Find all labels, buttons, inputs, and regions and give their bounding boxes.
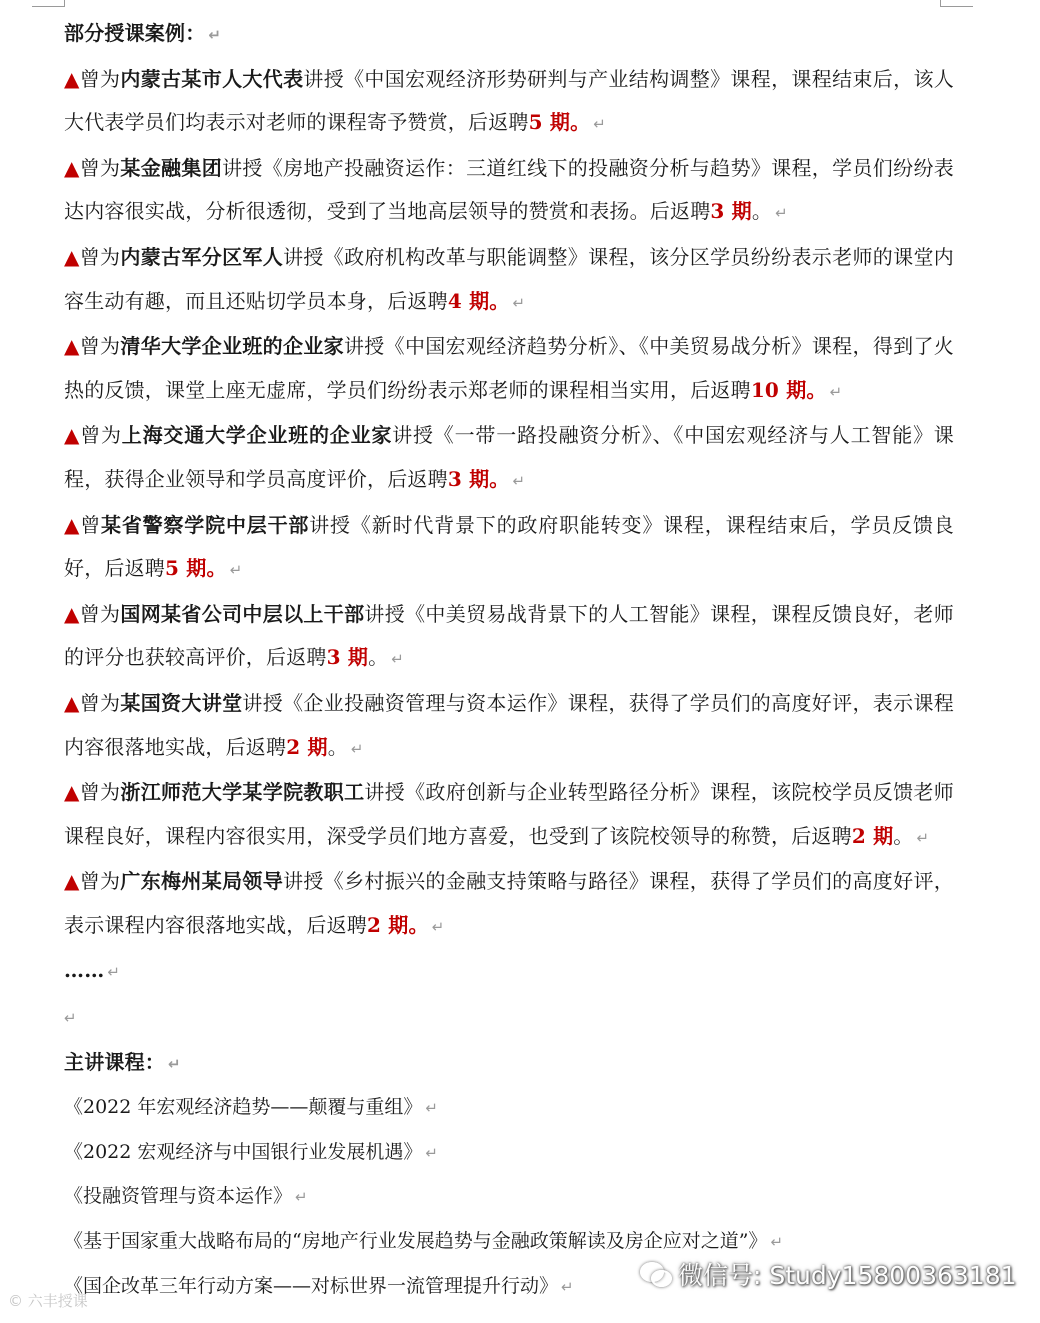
paragraph-mark: ↵: [208, 26, 222, 44]
paragraph-mark: ↵: [350, 739, 364, 758]
course-item: [64, 1086, 954, 1131]
paragraph-mark: ↵: [295, 1188, 308, 1207]
case-item: [64, 682, 954, 771]
paragraph-mark: ↵: [512, 293, 526, 312]
cases-heading-text: 部分授课案例：: [64, 21, 206, 45]
marker-icon: ▲: [64, 334, 80, 359]
ellipsis-text: ……: [64, 958, 105, 983]
case-item: [64, 860, 954, 949]
case-tail: 。: [368, 645, 389, 670]
case-rehire-count: 5 期。: [528, 110, 591, 135]
case-tail: 。: [327, 734, 348, 759]
case-item: [64, 325, 954, 414]
case-organization: 清华大学企业班的企业家: [120, 334, 344, 359]
paragraph-mark: ↵: [512, 471, 526, 490]
crop-mark-right: [940, 0, 973, 7]
case-organization: 内蒙古军分区军人: [120, 244, 284, 269]
paragraph-mark: ↵: [64, 1009, 77, 1028]
case-organization: 上海交通大学企业班的企业家: [121, 423, 393, 448]
case-organization: 内蒙古某市人大代表: [120, 66, 304, 91]
paragraph-mark: ↵: [770, 1233, 784, 1252]
watermark-text: 微信号: Study15800363181: [678, 1261, 1017, 1290]
cases-heading: [64, 12, 954, 58]
paragraph-mark: ↵: [431, 917, 445, 936]
courses-heading-text: 主讲课程：: [64, 1049, 165, 1074]
case-rehire-count: 3 期。: [447, 466, 510, 491]
case-item: [64, 58, 954, 147]
paragraph-mark: ↵: [391, 650, 405, 669]
case-description: 讲授《一带一路投融资分析》、《中国宏观经济与人工智能》课程，获得企业领导和学员高度评价，后返聘: [64, 423, 954, 491]
paragraph-mark: ↵: [107, 963, 121, 982]
ellipsis-line: [64, 949, 954, 995]
wechat-icon: [640, 1262, 670, 1286]
case-item: [64, 593, 954, 682]
case-organization: 某国资大讲堂: [120, 690, 243, 715]
course-title: 《2022 年宏观经济趋势——颠覆与重组》: [64, 1096, 423, 1119]
case-item: [64, 414, 954, 503]
paragraph-mark: ↵: [425, 1143, 438, 1162]
case-prefix: 曾为: [79, 690, 121, 715]
case-prefix: 曾为: [79, 66, 121, 91]
case-rehire-count: 4 期。: [447, 288, 510, 313]
wechat-watermark: [640, 1256, 1017, 1292]
case-description: 讲授《新时代背景下的政府职能转变》课程，课程结束后，学员反馈良好，后返聘: [64, 512, 955, 581]
paragraph-mark: ↵: [425, 1099, 438, 1118]
case-organization: 某省警察学院中层干部: [101, 512, 310, 537]
case-description: 讲授《中国宏观经济形势研判与产业结构调整》课程，课程结束后，该人大代表学员们均表示对老师的课程寄予赞赏，后返聘: [64, 66, 954, 135]
paragraph-mark: ↵: [561, 1277, 574, 1296]
case-organization: 国网某省公司中层以上干部: [120, 601, 365, 626]
marker-icon: ▲: [64, 869, 80, 894]
case-prefix: 曾: [80, 512, 102, 537]
marker-icon: ▲: [64, 155, 80, 180]
case-prefix: 曾为: [79, 334, 121, 359]
case-rehire-count: 2 期: [286, 734, 328, 759]
case-rehire-count: 3 期: [326, 645, 369, 670]
paragraph-mark: ↵: [593, 115, 607, 134]
marker-icon: ▲: [64, 690, 80, 715]
case-prefix: 曾为: [79, 155, 121, 180]
case-organization: 浙江师范大学某学院教职工: [120, 780, 365, 805]
case-description: 讲授《中美贸易战背景下的人工智能》课程，课程反馈良好，老师的评分也获较高评价，后返聘: [64, 601, 954, 670]
course-title: 《投融资管理与资本运作》: [64, 1185, 293, 1208]
case-prefix: 曾为: [79, 601, 121, 626]
case-rehire-count: 10 期。: [750, 377, 827, 402]
case-rehire-count: 2 期: [851, 823, 894, 848]
course-title: 《基于国家重大战略布局的“房地产行业发展趋势与金融政策解读及房企应对之道”》: [64, 1230, 768, 1253]
case-organization: 广东梅州某局领导: [120, 869, 284, 894]
case-tail: 。: [893, 823, 914, 848]
case-list: [64, 58, 954, 950]
case-prefix: 曾为: [79, 780, 121, 805]
case-prefix: 曾为: [79, 244, 121, 269]
case-description: 讲授《政府创新与企业转型路径分析》课程，该院校学员反馈老师课程良好，课程内容很实用，深受学员们地方喜爱，也受到了该院校领导的称赞，后返聘: [64, 780, 954, 848]
course-item: [64, 1175, 954, 1220]
case-item: [64, 147, 954, 236]
paragraph-mark: ↵: [916, 828, 930, 847]
document-body: [64, 12, 954, 1309]
case-rehire-count: 3 期: [710, 199, 752, 224]
marker-icon: ▲: [64, 244, 80, 269]
case-description: 讲授《中国宏观经济趋势分析》、《中美贸易战分析》课程，得到了火热的反馈，课堂上座无虚席，学员们纷纷表示郑老师的课程相当实用，后返聘: [64, 334, 954, 402]
case-item: [64, 236, 954, 325]
case-description: 讲授《乡村振兴的金融支持策略与路径》课程，获得了学员们的高度好评，表示课程内容很落地实战，后返聘: [64, 869, 954, 937]
case-rehire-count: 2 期。: [367, 912, 429, 937]
marker-icon: ▲: [64, 601, 80, 626]
paragraph-mark: ↵: [775, 204, 788, 223]
course-title: 《国企改革三年行动方案——对标世界一流管理提升行动》: [64, 1274, 559, 1297]
case-description: 讲授《政府机构改革与职能调整》课程，该分区学员纷纷表示老师的课堂内容生动有趣，而且还贴切学员本身，后返聘: [64, 244, 954, 313]
case-prefix: 曾为: [79, 869, 121, 894]
courses-heading: [64, 1041, 954, 1087]
paragraph-mark: ↵: [229, 561, 243, 580]
marker-icon: ▲: [64, 423, 81, 448]
marker-icon: ▲: [64, 66, 80, 91]
case-description: 讲授《企业投融资管理与资本运作》课程，获得了学员们的高度好评，表示课程内容很落地实战，后返聘: [64, 690, 954, 759]
paragraph-mark: ↵: [829, 382, 843, 401]
case-description: 讲授《房地产投融资运作：三道红线下的投融资分析与趋势》课程，学员们纷纷表达内容很实战，分析很透彻，受到了当地高层领导的赞赏和表扬。后返聘: [64, 155, 954, 224]
paragraph-mark: ↵: [168, 1054, 181, 1073]
marker-icon: ▲: [64, 512, 81, 537]
case-item: [64, 504, 954, 593]
case-tail: 。: [751, 199, 773, 224]
course-title: 《2022 宏观经济与中国银行业发展机遇》: [64, 1140, 423, 1163]
blank-line: [64, 995, 954, 1041]
corner-watermark: © 六丰授课: [8, 1292, 88, 1310]
course-item: [64, 1131, 954, 1176]
case-item: [64, 771, 954, 860]
case-prefix: 曾为: [80, 423, 122, 448]
case-organization: 某金融集团: [120, 155, 223, 180]
crop-mark-left: [32, 0, 65, 7]
case-rehire-count: 5 期。: [165, 556, 227, 581]
marker-icon: ▲: [64, 780, 80, 805]
